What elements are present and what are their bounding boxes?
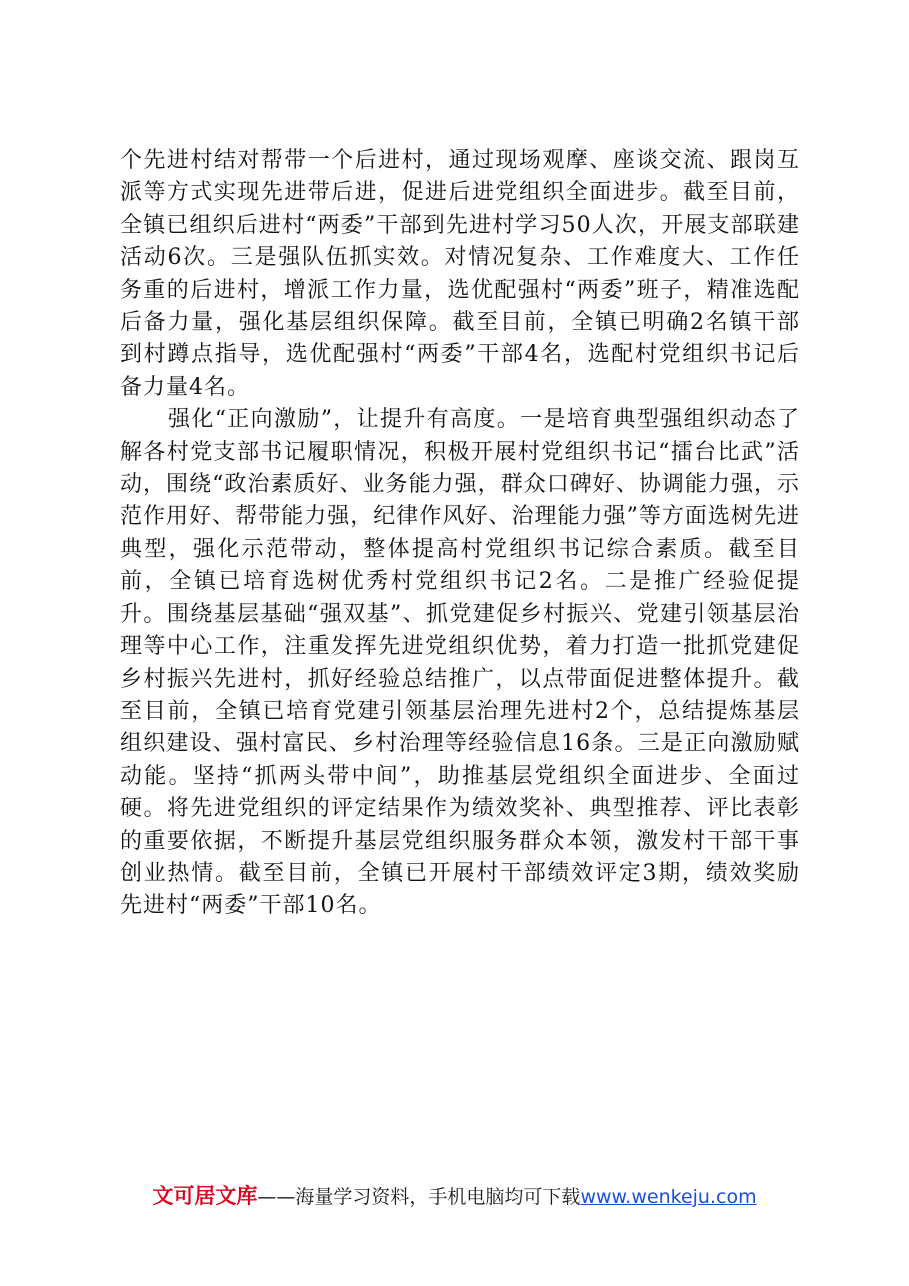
document-body (120, 145, 800, 923)
footer-tagline: ——海量学习资料，手机电脑均可下载 (257, 1186, 581, 1208)
paragraph-positive-incentive: 强化“正向激励”，让提升有高度。一是培育典型强组织动态了解各村党支部书记履职情况，积极开展村党组织书记“擂台比武”活动，围绕“政治素质好、业务能力强，群众口碑好、协调能力强，示范作用好、帮带能力强，纪律作风好、治理能力强”等方面选树先进典型，强化示范带动，整体提高村党组织书记综合素质。截至目前，全镇已培育选树优秀村党组织书记2名。二是推广经验促提升。围绕基层基础“强双基”、抓党建促乡村振兴、党建引领基层治理等中心工作，注重发挥先进党组织优势，着力打造一批抓党建促乡村振兴先进村，抓好经验总结推广，以点带面促进整体提升。截至目前，全镇已培育党建引领基层治理先进村2个，总结提炼基层组织建设、强村富民、乡村治理等经验信息16条。三是正向激励赋动能。坚持“抓两头带中间”，助推基层党组织全面进步、全面过硬。将先进党组织的评定结果作为绩效奖补、典型推荐、评比表彰的重要依据，不断提升基层党组织服务群众本领，激发村干部干事创业热情。截至目前，全镇已开展村干部绩效评定3期，绩效奖励先进村“两委”干部10名。 (120, 407, 800, 919)
paragraph-continuation: 个先进村结对帮带一个后进村，通过现场观摩、座谈交流、跟岗互派等方式实现先进带后进，促进后进党组织全面进步。截至目前，全镇已组织后进村“两委”干部到先进村学习50人次，开展支部联建活动6次。三是强队伍抓实效。对情况复杂、工作难度大、工作任务重的后进村，增派工作力量，选优配强村“两委”班子，精准选配后备力量，强化基层组织保障。截至目前，全镇已明确2名镇干部到村蹲点指导，选优配强村“两委”干部4名，选配村党组织书记后备力量4名。 (120, 148, 800, 400)
website-link[interactable]: www.wenkeju.com (580, 1186, 757, 1208)
footer-banner (0, 1183, 909, 1210)
brand-name: 文可居文库 (152, 1184, 258, 1208)
